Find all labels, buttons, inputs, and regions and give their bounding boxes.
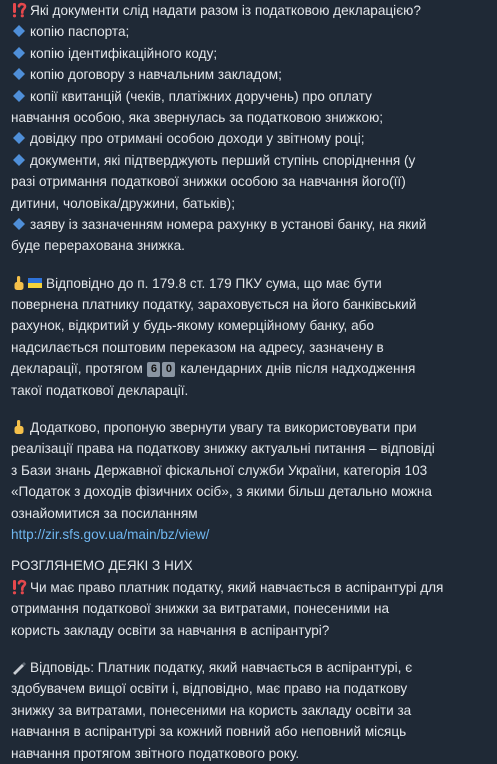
- refund-paragraph-line: декларації, протягом 6 0 календарних днів після надходження: [11, 361, 416, 377]
- list-item-continuation: дитини, чоловіка/дружини, батьків);: [11, 195, 235, 211]
- small-blue-diamond-icon: [11, 216, 27, 232]
- refund-paragraph-line: повернена платнику податку, зараховується на його банківський: [11, 297, 417, 313]
- exclamation-question-mark-icon: [11, 579, 27, 595]
- additional-paragraph-line: Додатково, пропоную звернути увагу та використовувати при: [11, 417, 497, 438]
- small-blue-diamond-icon: [11, 45, 27, 61]
- answer-line: навчання протягом звітного податкового року.: [11, 745, 300, 761]
- backhand-index-pointing-up-icon: [11, 419, 27, 435]
- list-item-continuation: буде перерахована знижка.: [11, 238, 185, 254]
- backhand-index-pointing-up-icon: [11, 275, 27, 291]
- additional-paragraph-line: ознайомитися за посиланням: [11, 505, 198, 521]
- small-blue-diamond-icon: [11, 23, 27, 39]
- list-item: копію договору з навчальним закладом;: [11, 64, 497, 85]
- refund-paragraph-line: Відповідно до п. 179.8 ст. 179 ПКУ сума, що має бути: [11, 273, 497, 294]
- list-item: копію паспорта;: [11, 21, 497, 42]
- question-line: Чи має право платник податку, який навчається в аспірантурі для: [11, 577, 497, 598]
- small-blue-diamond-icon: [11, 66, 27, 82]
- list-item-continuation: разі отримання податкової знижки особою за навчання його(її): [11, 174, 406, 190]
- ukraine-flag-icon: [27, 275, 43, 291]
- refund-paragraph-line: надсилається поштовим переказом на адресу, зазначену в: [11, 339, 384, 355]
- question-text: Які документи слід надати разом із податковою декларацією?: [30, 3, 421, 18]
- answer-line: навчання в аспірантурі за кожний повний або неповний місяць: [11, 724, 407, 740]
- answer-line: Відповідь: Платник податку, який навчається в аспірантурі, є: [11, 657, 497, 678]
- additional-paragraph-line: «Податок з доходів фізичних осіб», з якими більш детально можна: [11, 484, 432, 500]
- small-blue-diamond-icon: [11, 130, 27, 146]
- list-item: заяву із зазначенням номера рахунку в установі банку, на який: [11, 214, 497, 235]
- list-item: довідку про отримані особою доходи у звітному році;: [11, 128, 497, 149]
- refund-paragraph-line: такої податкової декларації.: [11, 382, 189, 398]
- small-blue-diamond-icon: [11, 88, 27, 104]
- knowledge-base-link[interactable]: http://zir.sfs.gov.ua/main/bz/view/: [11, 526, 210, 542]
- fountain-pen-icon: [11, 659, 27, 675]
- small-blue-diamond-icon: [11, 152, 27, 168]
- message-body: [11, 0, 497, 764]
- refund-paragraph-line: рахунок, відкритий у будь-якому комерційному банку, або: [11, 318, 374, 334]
- question-line: [11, 0, 497, 21]
- additional-paragraph-line: реалізації права на податкову знижку актуальні питання – відповіді: [11, 441, 435, 457]
- list-item-continuation: навчання особою, яка звернулась за податковою знижкою;: [11, 109, 384, 125]
- section-heading: РОЗГЛЯНЕМО ДЕЯКІ З НИХ: [11, 558, 193, 574]
- keycap-digit-0: 0: [162, 362, 175, 377]
- question-line: отримання податкової знижки за витратами, понесеними на: [11, 601, 390, 617]
- additional-paragraph-line: з Бази знань Державної фіскальної служби України, категорія 103: [11, 462, 428, 478]
- question-line: користь закладу освіти за навчання в аспірантурі?: [11, 622, 330, 638]
- answer-line: здобувачем вищої освіти і, відповідно, має право на податкову: [11, 681, 408, 697]
- exclamation-question-mark-icon: [11, 2, 27, 18]
- keycap-digit-6: 6: [147, 362, 160, 377]
- list-item: копії квитанцій (чеків, платіжних доручень) про оплату: [11, 86, 497, 107]
- answer-line: знижку за витратами, понесеними на користь закладу освіти за: [11, 702, 412, 718]
- list-item: документи, які підтверджують перший ступінь споріднення (у: [11, 150, 497, 171]
- list-item: копію ідентифікаційного коду;: [11, 43, 497, 64]
